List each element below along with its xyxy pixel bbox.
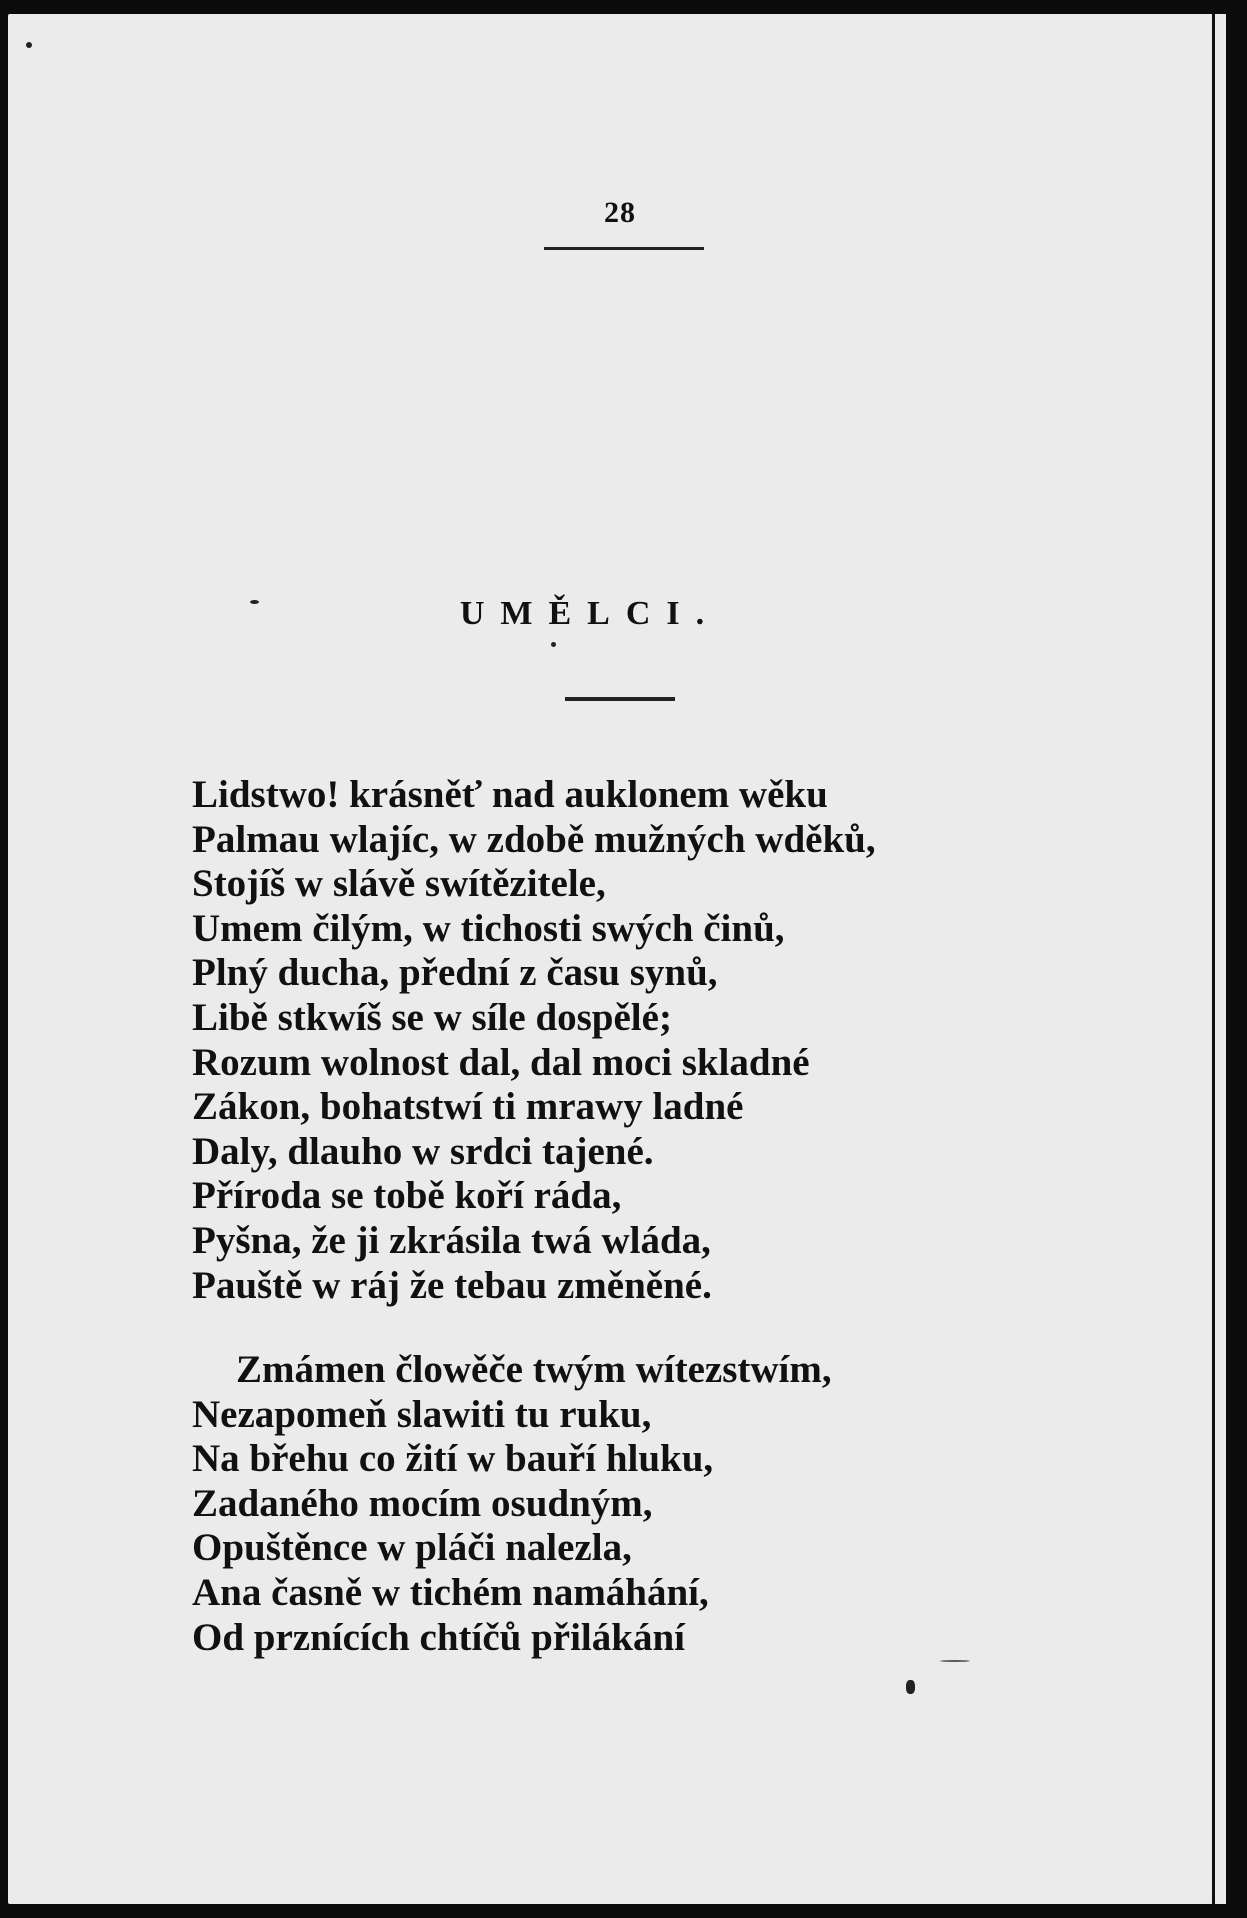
poem-line: Libě stkwíš se w síle dospělé;	[192, 995, 672, 1039]
title-rule	[565, 697, 675, 701]
stanza-2	[192, 1348, 1136, 1660]
poem-line: Nezapomeň slawiti tu ruku,	[192, 1392, 652, 1436]
poem-line: Pyšna, že ji zkrásila twá wláda,	[192, 1218, 711, 1262]
poem-line: Opuštěnce w pláči nalezla,	[192, 1526, 632, 1570]
stanza-1	[192, 773, 1092, 1308]
ink-speck	[551, 642, 556, 647]
poem-line: Pauště w ráj že tebau změněné.	[192, 1263, 712, 1307]
header-rule	[544, 247, 704, 250]
poem-line: Příroda se tobě koří ráda,	[192, 1174, 622, 1218]
ink-speck	[940, 1660, 970, 1662]
ink-speck	[26, 42, 32, 48]
poem-line: Od prznících chtíčů přilákání	[192, 1615, 685, 1659]
poem-line: Umem čilým, w tichosti swých činů,	[192, 906, 785, 950]
adjacent-page-edge	[1212, 14, 1226, 1904]
page-number: 28	[604, 196, 636, 229]
poem-title: UMĚLCI.	[459, 595, 721, 632]
poem-line: Zadaného mocím osudným,	[192, 1481, 653, 1525]
poem-line: Na břehu co žití w bauří hluku,	[192, 1437, 714, 1481]
poem-line: Zmámen člowěče twým wítezstwím,	[236, 1348, 832, 1391]
poem-line: Zákon, bohatstwí ti mrawy ladné	[192, 1085, 744, 1129]
poem-line: Daly, dlauho w srdci tajené.	[192, 1129, 654, 1173]
poem-line: Ana časně w tichém namáhání,	[192, 1570, 709, 1614]
poem-line: Lidstwo! krásněť nad auklonem wěku	[192, 773, 828, 816]
poem-line: Rozum wolnost dal, dal moci skladné	[192, 1040, 810, 1084]
poem-line: Palmau wlajíc, w zdobě mužných wděků,	[192, 817, 876, 861]
ink-speck	[906, 1680, 915, 1694]
ink-speck	[250, 600, 259, 604]
poem-line: Plný ducha, přední z času synů,	[192, 951, 718, 995]
poem-line: Stojíš w slávě swítězitele,	[192, 862, 606, 906]
